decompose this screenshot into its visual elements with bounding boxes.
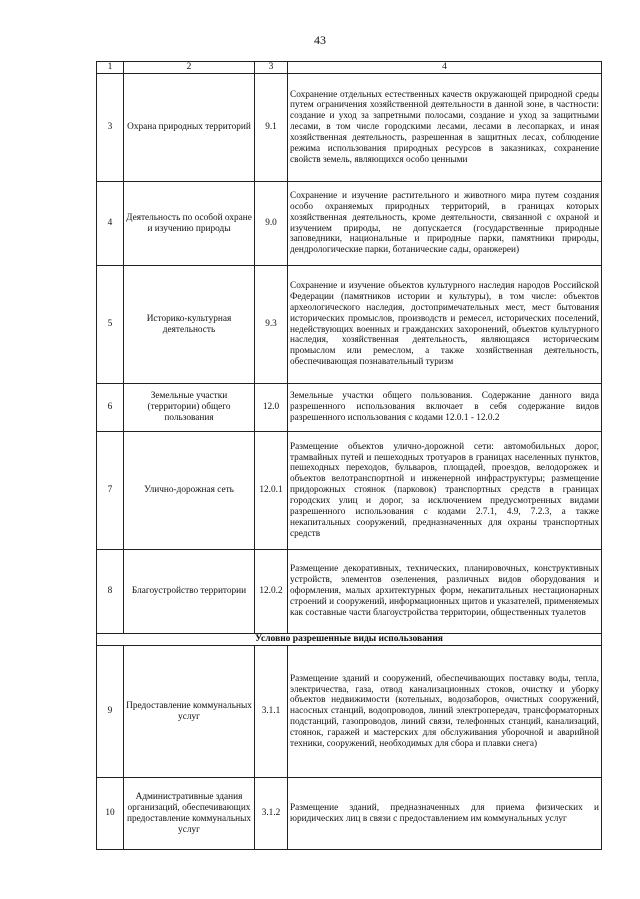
use-type-description: Размещение зданий, предназначенных для приема физических и юридических лиц в связи с предоставлением им коммунальных услуг [288, 778, 602, 850]
section-title: Условно разрешенные виды использования [97, 634, 602, 646]
table-row [97, 550, 602, 634]
use-type-description: Размещение объектов улично-дорожной сети: автомобильных дорог, трамвайных путей и пешеходных тротуаров в границах населенных пунктов, пешеходных переходов, бульваров, площадей, проездов, велодорожек и объектов велотранспортной и инженерной инфраструктуры; размещение придорожных стоянок (парковок) транспортных средств в границах городских улиц и дорог, за исключением предусмотренных видами разрешенного использования с кодами 2.7.1, 4.9, 7.2.3, а также некапитальных сооружений, предназначенных для охраны транспортных средств [288, 432, 602, 550]
row-number: 5 [97, 266, 124, 384]
table-row [97, 778, 602, 850]
column-header: 2 [124, 62, 255, 74]
row-number: 9 [97, 646, 124, 778]
use-type-code: 3.1.1 [255, 646, 288, 778]
column-header: 1 [97, 62, 124, 74]
section-header-row [97, 634, 602, 646]
table-row [97, 182, 602, 266]
column-header: 4 [288, 62, 602, 74]
column-header-row [97, 62, 602, 74]
land-use-table [96, 61, 602, 850]
use-type-name: Земельные участки (территории) общего пользования [124, 384, 255, 432]
use-type-code: 12.0 [255, 384, 288, 432]
use-type-name: Историко-культурная деятельность [124, 266, 255, 384]
use-type-description: Земельные участки общего пользования. Содержание данного вида разрешенного использования включает в себя содержание видов разрешенного использования с кодами 12.0.1 - 12.0.2 [288, 384, 602, 432]
row-number: 3 [97, 74, 124, 182]
row-number: 10 [97, 778, 124, 850]
use-type-code: 9.3 [255, 266, 288, 384]
table-row [97, 384, 602, 432]
use-type-code: 12.0.1 [255, 432, 288, 550]
use-type-description: Сохранение и изучение объектов культурного наследия народов Российской Федерации (памятников истории и культуры), в том числе: объектов археологического наследия, достопримечательных мест, мест бытования исторических промыслов, производств и ремесел, исторических поселений, недействующих военных и гражданских захоронений, объектов культурного наследия, хозяйственная деятельность, являющаяся историческим промыслом или ремеслом, а также хозяйственная деятельность, обеспечивающая познавательный туризм [288, 266, 602, 384]
use-type-name: Охрана природных территорий [124, 74, 255, 182]
use-type-code: 9.1 [255, 74, 288, 182]
use-type-name: Предоставление коммунальных услуг [124, 646, 255, 778]
use-type-code: 9.0 [255, 182, 288, 266]
use-type-code: 12.0.2 [255, 550, 288, 634]
use-type-name: Улично-дорожная сеть [124, 432, 255, 550]
page-number: 43 [314, 33, 326, 47]
table-row [97, 646, 602, 778]
use-type-name: Благоустройство территории [124, 550, 255, 634]
column-header: 3 [255, 62, 288, 74]
row-number: 7 [97, 432, 124, 550]
use-type-description: Размещение декоративных, технических, планировочных, конструктивных устройств, элементов озеленения, различных видов оборудования и оформления, малых архитектурных форм, некапитальных нестационарных строений и сооружений, информационных щитов и указателей, применяемых как составные части благоустройства территории, общественных туалетов [288, 550, 602, 634]
use-type-description: Сохранение и изучение растительного и животного мира путем создания особо охраняемых природных территорий, в границах которых хозяйственная деятельность, кроме деятельности, связанной с охраной и изучением природы, не допускается (государственные природные заповедники, национальные и природные парки, памятники природы, дендрологические парки, ботанические сады, оранжереи) [288, 182, 602, 266]
row-number: 8 [97, 550, 124, 634]
use-type-name: Административные здания организаций, обеспечивающих предоставление коммунальных услуг [124, 778, 255, 850]
use-type-description: Сохранение отдельных естественных качеств окружающей природной среды путем ограничения хозяйственной деятельности в данной зоне, в частности: создание и уход за запретными полосами, создание и уход за защитными лесами, в том числе городскими лесами, лесами в лесопарках, и иная хозяйственная деятельность, разрешенная в защитных лесах, соблюдение режима использования природных ресурсов в заказниках, сохранение свойств земель, являющихся особо ценными [288, 74, 602, 182]
row-number: 6 [97, 384, 124, 432]
table-row [97, 74, 602, 182]
table-row [97, 432, 602, 550]
row-number: 4 [97, 182, 124, 266]
table-row [97, 266, 602, 384]
use-type-name: Деятельность по особой охране и изучению природы [124, 182, 255, 266]
use-type-code: 3.1.2 [255, 778, 288, 850]
use-type-description: Размещение зданий и сооружений, обеспечивающих поставку воды, тепла, электричества, газа, отвод канализационных стоков, очистку и уборку объектов недвижимости (котельных, водозаборов, очистных сооружений, насосных станций, водопроводов, линий электропередач, трансформаторных подстанций, газопроводов, линий связи, телефонных станций, канализаций, стоянок, гаражей и мастерских для обслуживания уборочной и аварийной техники, сооружений, необходимых для сбора и плавки снега) [288, 646, 602, 778]
